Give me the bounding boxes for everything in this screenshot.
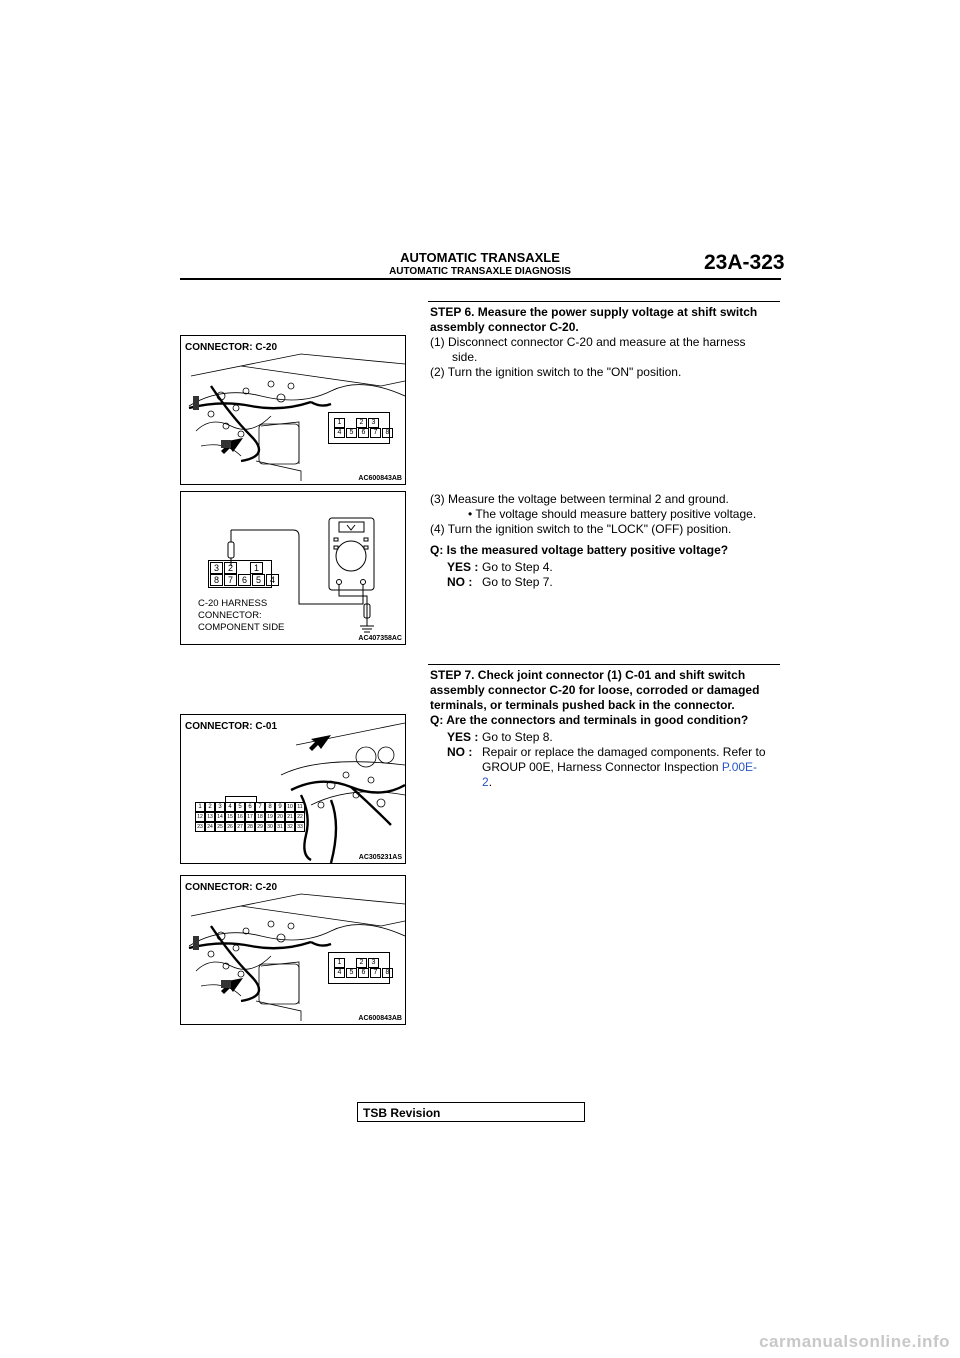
pin-cell: 1 [250, 562, 263, 574]
step6-question: Q: Is the measured voltage battery positive voltage? [430, 543, 729, 557]
header-rule [180, 278, 781, 280]
pin-cell: 14 [215, 812, 225, 822]
dashboard-harness-illustration [181, 336, 405, 484]
pin-cell: 17 [245, 812, 255, 822]
dashboard-harness-illustration [181, 715, 405, 863]
pin-cell: 27 [235, 822, 245, 832]
pin-cell: 4 [334, 968, 345, 978]
bullet-icon: • [468, 507, 473, 521]
pin-cell: 21 [285, 812, 295, 822]
pin-cell: 8 [265, 802, 275, 812]
figure-label: CONNECTOR: C-20 [185, 882, 278, 893]
pin-cell: 1 [195, 802, 205, 812]
header-subtitle: AUTOMATIC TRANSAXLE DIAGNOSIS [389, 266, 571, 277]
pin-cell: 32 [285, 822, 295, 832]
step6-item4: (4) Turn the ignition switch to the "LOCK" (OFF) position. [430, 522, 732, 536]
pin-cell: 30 [265, 822, 275, 832]
pin-cell: 8 [382, 968, 393, 978]
step6-title: STEP 6. Measure the power supply voltage at shift switch assembly connector C-20. [430, 305, 758, 334]
pin-cell: 3 [210, 562, 223, 574]
figure-label: CONNECTOR: C-01 [185, 721, 278, 732]
pin-cell: 6 [358, 428, 369, 438]
step6-bullet: • The voltage should measure battery positive voltage. [468, 507, 757, 521]
pin-cell: 1 [334, 418, 345, 428]
pin-cell: 31 [275, 822, 285, 832]
dashboard-harness-illustration [181, 876, 405, 1024]
pin-cell: 3 [368, 418, 379, 428]
pin-cell: 5 [235, 802, 245, 812]
pin-cell: 18 [255, 812, 265, 822]
step7-no: NO : Repair or replace the damaged components. Refer to GROUP 00E, Harness Connector Inspection P.00E- 2. [447, 745, 766, 789]
pin-cell: 23 [195, 822, 205, 832]
pin-cell: 4 [266, 574, 279, 586]
pin-cell: 2 [224, 562, 237, 574]
figure-label: CONNECTOR: C-20 [185, 342, 278, 353]
pin-cell: 2 [205, 802, 215, 812]
pin-cell: 4 [334, 428, 345, 438]
step6-instructions: (1) Disconnect connector C-20 and measure at the harness side. (2) Turn the ignition switch to the "ON" position. [430, 335, 782, 380]
tsb-revision-box: TSB Revision [357, 1102, 585, 1122]
step6-yes: YES : Go to Step 4. [447, 560, 553, 574]
pin-cell: 5 [346, 428, 357, 438]
connector-pinout [328, 418, 393, 438]
pin-cell: 6 [238, 574, 251, 586]
pin-cell: 13 [205, 812, 215, 822]
reference-link-cont[interactable]: 2 [482, 775, 489, 789]
pin-cell: 3 [368, 958, 379, 968]
figure-code: AC600843AB [358, 475, 402, 482]
pin-cell: 11 [295, 802, 305, 812]
pin-cell: 28 [245, 822, 255, 832]
figure-voltmeter-c20 [180, 491, 406, 645]
pin-cell: 2 [356, 418, 367, 428]
header-title: AUTOMATIC TRANSAXLE [400, 250, 560, 265]
pin-cell: 8 [382, 428, 393, 438]
pin-cell: 5 [346, 968, 357, 978]
harness-connector-pinout [210, 562, 279, 586]
pin-cell: 1 [334, 958, 345, 968]
pin-cell: 29 [255, 822, 265, 832]
pin-cell: 19 [265, 812, 275, 822]
step6-rule [428, 301, 780, 302]
pin-cell: 20 [275, 812, 285, 822]
pin-cell: 7 [255, 802, 265, 812]
pin-cell: 7 [370, 968, 381, 978]
reference-link[interactable]: P.00E- [721, 760, 758, 774]
step7-rule [428, 664, 780, 665]
figure-code: AC407358AC [358, 635, 402, 642]
pin-cell: 33 [295, 822, 305, 832]
step6-no: NO : Go to Step 7. [447, 575, 553, 589]
connector-pinout [328, 958, 393, 978]
figure-connector-c01 [180, 714, 406, 864]
pin-cell: 8 [210, 574, 223, 586]
pin-cell: 24 [205, 822, 215, 832]
step6-item2: (2) Turn the ignition switch to the "ON" position. [430, 365, 682, 379]
pin-cell: 2 [356, 958, 367, 968]
pin-cell: 4 [225, 802, 235, 812]
pin-cell: 5 [252, 574, 265, 586]
pin-cell: 25 [215, 822, 225, 832]
step7-answers [430, 730, 782, 790]
pin-cell: 15 [225, 812, 235, 822]
pin-cell: 26 [225, 822, 235, 832]
step7-question: Q: Are the connectors and terminals in good condition? [430, 713, 749, 727]
connector-pinout [195, 802, 305, 832]
pin-cell: 6 [358, 968, 369, 978]
figure-code: AC600843AB [358, 1015, 402, 1022]
step7-yes: YES : Go to Step 8. [447, 730, 553, 744]
watermark: carmanualsonline.info [759, 1332, 950, 1351]
pin-cell: 6 [245, 802, 255, 812]
pin-cell: 9 [275, 802, 285, 812]
step6-item1: (1) Disconnect connector C-20 and measure at the harness [430, 335, 746, 349]
figure-code: AC305231AS [358, 854, 402, 861]
pin-cell: 3 [215, 802, 225, 812]
pin-cell: 7 [224, 574, 237, 586]
pin-cell: 10 [285, 802, 295, 812]
page-number: 23A-323 [704, 251, 785, 274]
step7-title: STEP 7. Check joint connector (1) C-01 and shift switch assembly connector C-20 for loose, corroded or damaged terminals, or terminals pushed back in the connector. Q: Are the connectors and terminals in good condition? [430, 668, 782, 728]
figure-connector-c20-second [180, 875, 406, 1025]
pin-cell: 22 [295, 812, 305, 822]
pin-cell: 16 [235, 812, 245, 822]
figure-connector-c20 [180, 335, 406, 485]
pin-cell: 7 [370, 428, 381, 438]
step6-instructions-cont [430, 492, 782, 590]
pin-cell: 12 [195, 812, 205, 822]
figure-caption: C-20 HARNESS CONNECTOR: COMPONENT SIDE [198, 598, 285, 633]
step6-item3: (3) Measure the voltage between terminal 2 and ground. [430, 492, 729, 506]
